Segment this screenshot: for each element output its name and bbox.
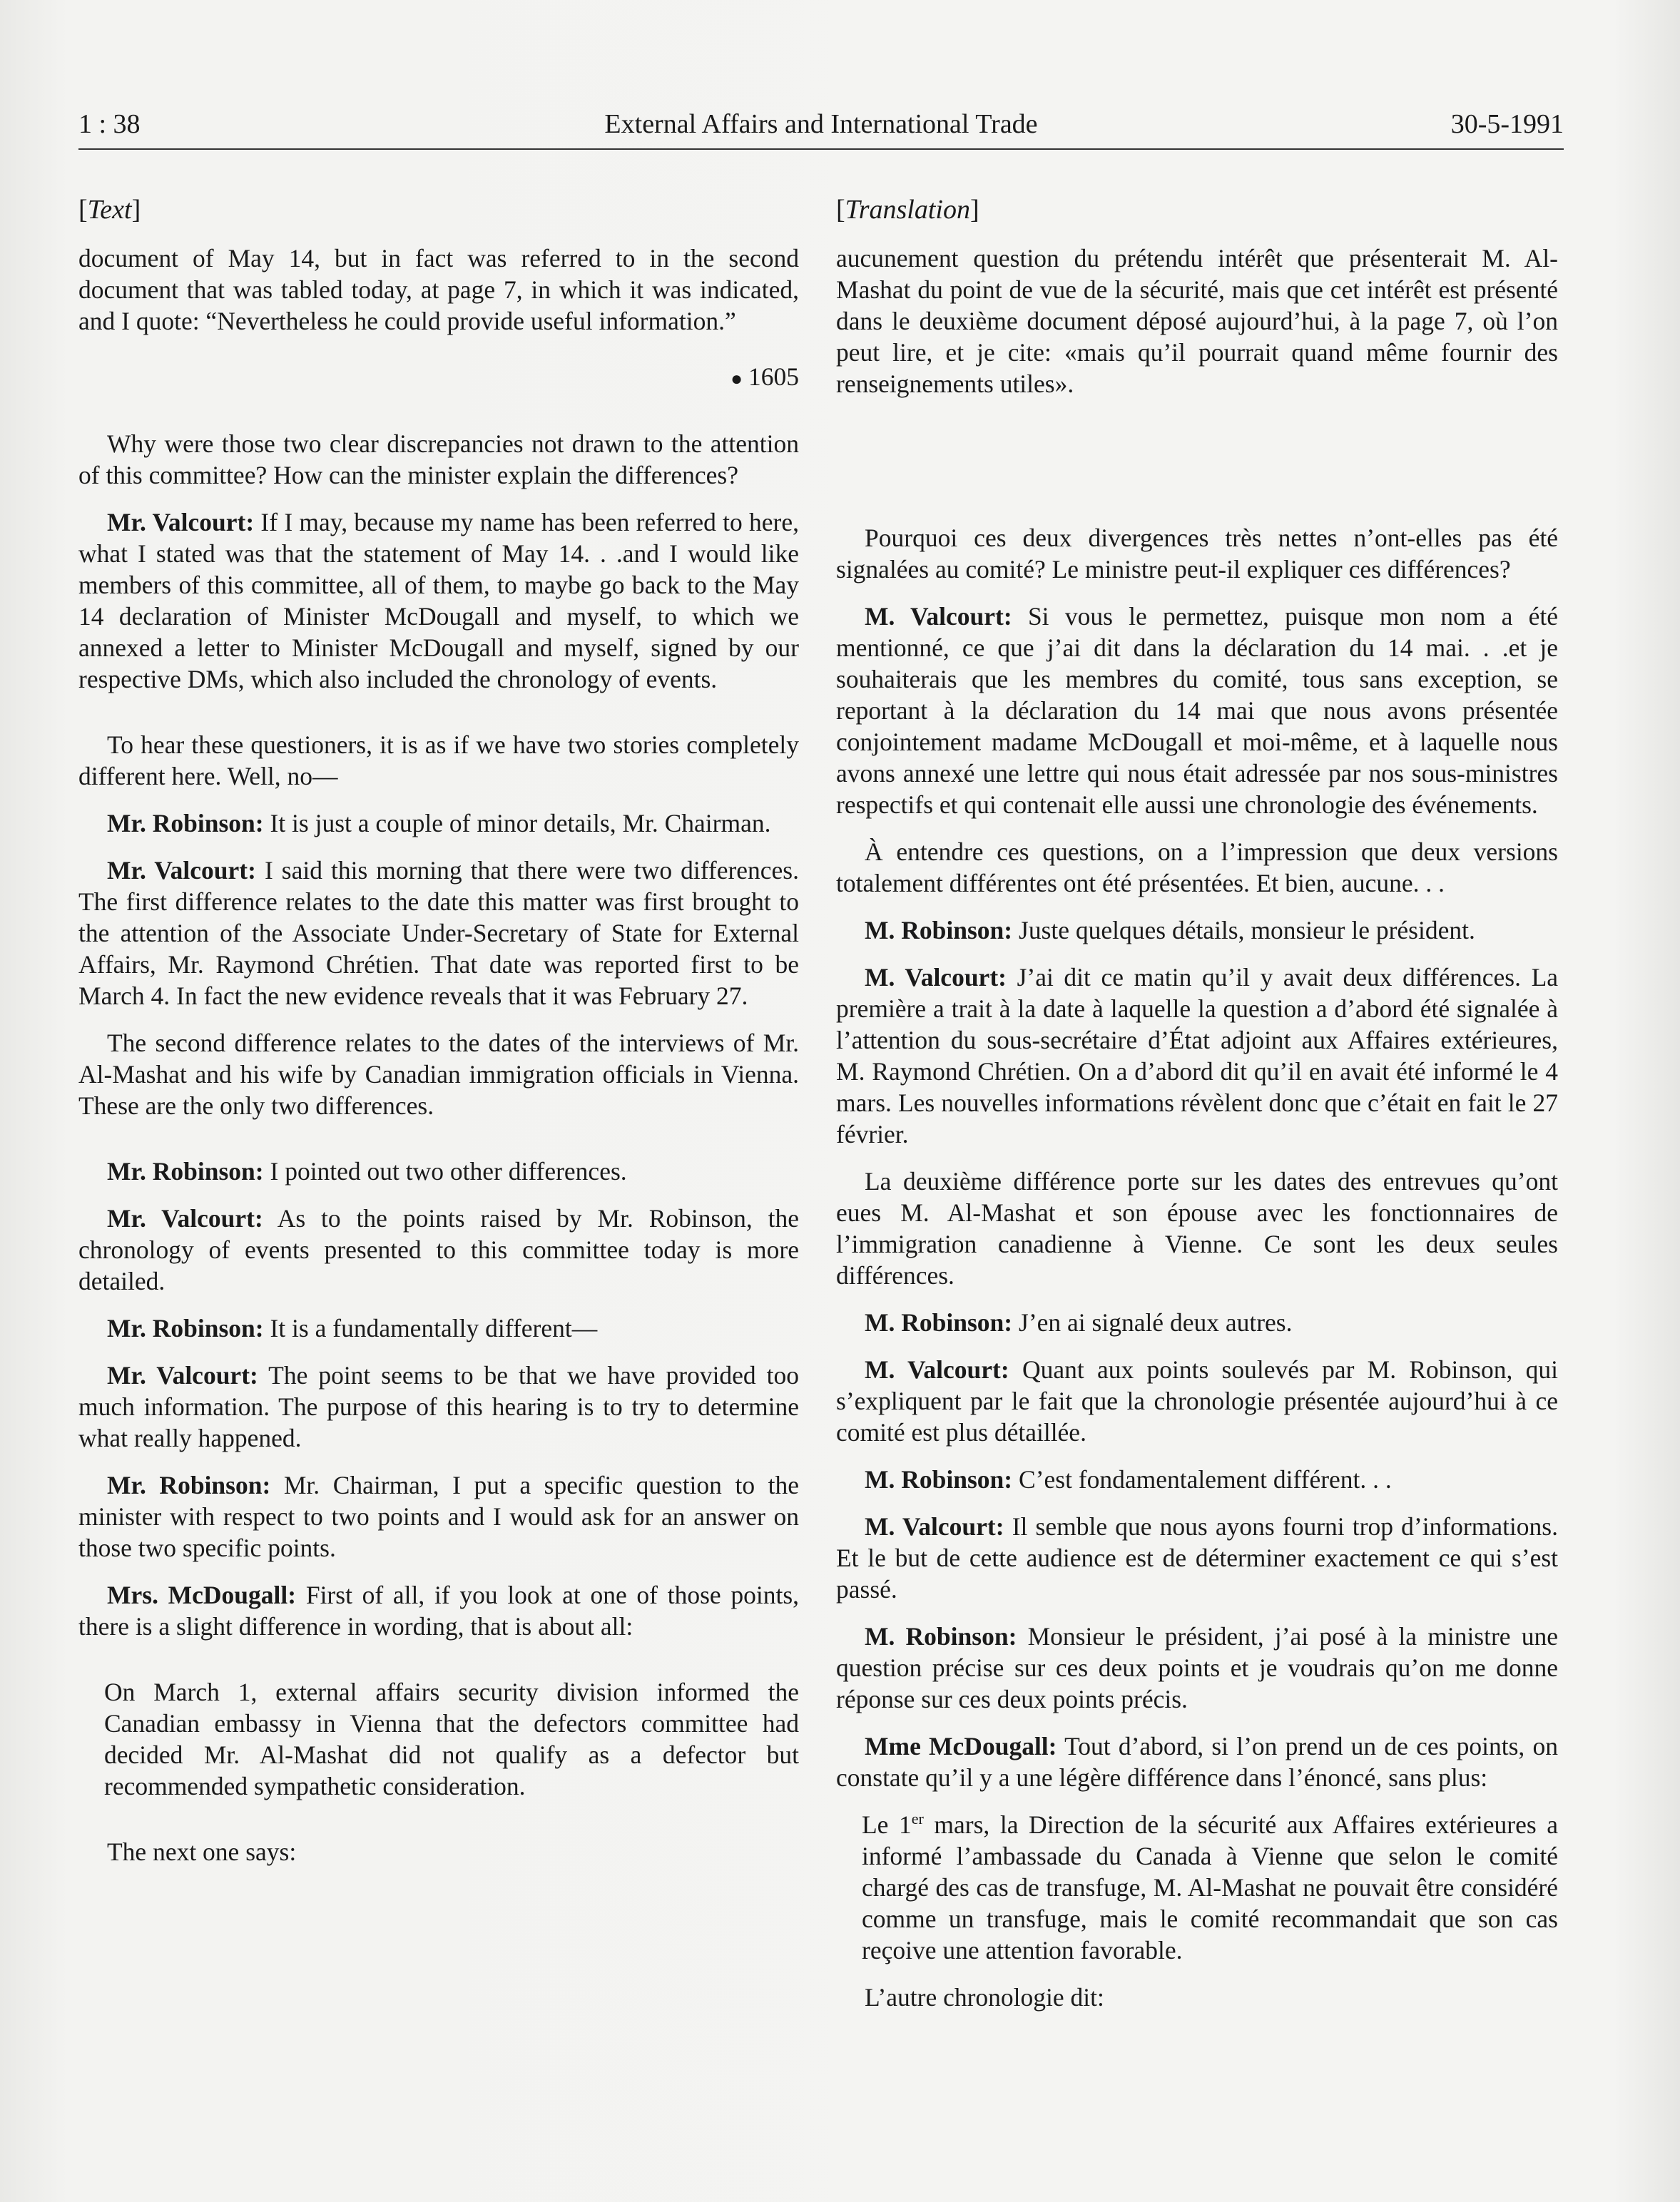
speaker-paragraph: Mrs. McDougall: First of all, if you look at one of those points, there is a slight difference in wording, that is about all:: [78, 1580, 800, 1641]
speaker-name: M. Valcourt:: [865, 963, 1007, 992]
publication-title: External Affairs and International Trade: [604, 109, 1038, 139]
speaker-name: M. Robinson:: [865, 1308, 1013, 1337]
speaker-paragraph: Mr. Robinson: It is a fundamentally different—: [107, 1313, 598, 1342]
speaker-name: Mr. Robinson:: [107, 1470, 271, 1499]
speaker-name: Mr. Valcourt:: [107, 1360, 258, 1390]
issue-date: 30-5-1991: [1450, 109, 1564, 139]
paragraph: Pourquoi ces deux divergences très nettes n’ont-elles pas été signalées au comité? Le ministre peut-il expliquer ces différences?: [836, 524, 1558, 583]
speaker-paragraph: Mr. Valcourt: The point seems to be that we have provided too much information. The purpose of this hearing is to try to determine what really happened.: [78, 1360, 800, 1452]
speaker-name: M. Robinson:: [865, 916, 1013, 944]
paragraph: The next one says:: [107, 1837, 297, 1866]
speaker-paragraph: Mr. Robinson: Mr. Chairman, I put a specific question to the minister with respect to two points and I would ask for an answer on those two specific points.: [78, 1470, 799, 1562]
speaker-name: Mr. Robinson:: [107, 808, 264, 837]
paragraph: The second difference relates to the dates of the interviews of Mr. Al-Mashat and his wife by Canadian immigration officials in Vienna. These are the only two differences.: [78, 1028, 799, 1120]
block-quote: Le 1er mars, la Direction de la sécurité aux Affaires extérieures a informé l’ambassade du Canada à Vienne que selon le comité chargé des cas de transfuge, M. Al-Mashat ne pouvait être considéré comme un transfuge, mais le comité recommandait que son cas reçoive une attention favorable.: [862, 1810, 1558, 1964]
paragraph: L’autre chronologie dit:: [865, 1983, 1104, 2012]
paragraph: To hear these questioners, it is as if we have two stories completely different here. Well, no—: [78, 730, 799, 790]
speaker-name: Mr. Robinson:: [107, 1313, 264, 1342]
speaker-paragraph: M. Valcourt: Quant aux points soulevés par M. Robinson, qui s’expliquent par le fait que la chronologie présentée aujourd’hui à ce comité est plus détaillée.: [836, 1355, 1558, 1447]
column-label-text: [Text]: [78, 195, 141, 225]
paragraph: document of May 14, but in fact was referred to in the second document that was tabled today, at page 7, in which it was indicated, and I quote: “Nevertheless he could provide useful information.”: [78, 244, 799, 335]
speaker-paragraph: M. Robinson: Juste quelques détails, monsieur le président.: [865, 916, 1475, 944]
running-header: [78, 108, 1564, 150]
speaker-name: Mr. Valcourt:: [107, 1203, 263, 1233]
speaker-paragraph: Mr. Robinson: I pointed out two other differences.: [107, 1156, 627, 1186]
page-number: 1 : 38: [78, 109, 141, 139]
speaker-name: M. Valcourt:: [865, 602, 1012, 631]
speaker-paragraph: Mme McDougall: Tout d’abord, si l’on prend un de ces points, on constate qu’il y a une légère différence dans l’énoncé, sans plus:: [836, 1732, 1559, 1792]
left-column: [78, 191, 799, 1883]
column-label-translation: [Translation]: [836, 195, 979, 225]
speaker-paragraph: M. Robinson: Monsieur le président, j’ai posé à la ministre une question précise sur ces deux points et je voudrais qu’on me donne réponse sur ces deux points précis.: [836, 1622, 1558, 1713]
speaker-paragraph: Mr. Valcourt: If I may, because my name has been referred to here, what I stated was that the statement of May 14. . .and I would like members of this committee, all of them, to maybe go back to the May 14 declaration of Minister McDougall and myself, to which we annexed a letter to Minister McDougall and myself, signed by our respective DMs, which also included the chronology of events.: [78, 507, 800, 693]
speaker-name: Mme McDougall:: [865, 1732, 1057, 1760]
speaker-name: Mr. Valcourt:: [107, 855, 256, 885]
speaker-paragraph: Mr. Robinson: It is just a couple of minor details, Mr. Chairman.: [107, 808, 771, 837]
speaker-name: M. Robinson:: [865, 1622, 1017, 1651]
speaker-paragraph: M. Valcourt: Il semble que nous ayons fourni trop d’informations. Et le but de cette audience est de déterminer exactement ce qui s’est passé.: [836, 1512, 1558, 1604]
speaker-paragraph: M. Robinson: C’est fondamentalement différent. . .: [865, 1465, 1392, 1494]
speaker-paragraph: M. Robinson: J’en ai signalé deux autres.: [865, 1308, 1293, 1337]
paragraph: À entendre ces questions, on a l’impression que deux versions totalement différentes ont été présentées. Et bien, aucune. . .: [836, 837, 1558, 897]
speaker-name: M. Valcourt:: [865, 1355, 1009, 1384]
paragraph: aucunement question du prétendu intérêt que présenterait M. Al-Mashat du point de vue de la sécurité, mais que cet intérêt est présenté dans le deuxième document déposé aujourd’hui, à la page 7, où l’on peut lire, et je cite: «mais qu’il pourrait quand même fournir des renseignements utiles».: [836, 244, 1558, 398]
time-marker: ● 1605: [730, 362, 799, 391]
speaker-name: Mr. Valcourt:: [107, 507, 255, 536]
right-column: [836, 191, 1558, 2029]
speaker-name: M. Valcourt:: [865, 1512, 1004, 1541]
paragraph: La deuxième différence porte sur les dates des entrevues qu’ont eues M. Al-Mashat et son épouse avec les fonctionnaires de l’immigration canadienne à Vienne. Ce sont les deux seules différences.: [836, 1167, 1558, 1290]
speaker-name: Mrs. McDougall:: [107, 1580, 297, 1609]
bullet-icon: ●: [730, 367, 743, 390]
speaker-paragraph: Mr. Valcourt: I said this morning that there were two differences. The first difference relates to the date this matter was first brought to the attention of the Associate Under-Secretary of State for External Affairs, Mr. Raymond Chrétien. That date was reported first to be March 4. In fact the new evidence reveals that it was February 27.: [78, 855, 800, 1010]
paragraph: Why were those two clear discrepancies not drawn to the attention of this committee? How can the minister explain the differences?: [78, 429, 799, 489]
speaker-name: Mr. Robinson:: [107, 1156, 264, 1186]
block-quote: On March 1, external affairs security division informed the Canadian embassy in Vienna that the defectors committee had decided Mr. Al-Mashat did not qualify as a defector but recommended sympathetic consideration.: [104, 1677, 799, 1800]
speaker-paragraph: Mr. Valcourt: As to the points raised by Mr. Robinson, the chronology of events presented to this committee today is more detailed.: [78, 1203, 799, 1295]
speaker-paragraph: M. Valcourt: Si vous le permettez, puisque mon nom a été mentionné, ce que j’ai dit dans la déclaration du 14 mai. . .et je souhaiterais que les membres du comité, tous sans exception, se reportant à la déclaration du 14 mai que nous avons présentée conjointement madame McDougall et moi-même, et à laquelle nous avons annexé une lettre qui nous était adressée par nos sous-ministres respectifs et qui contenait elle aussi une chronologie des événements.: [836, 602, 1558, 819]
speaker-paragraph: M. Valcourt: J’ai dit ce matin qu’il y avait deux différences. La première a trait à la date à laquelle la question a d’abord été signalée à l’attention du sous-secrétaire d’État adjoint aux Affaires extérieures, M. Raymond Chrétien. On a d’abord dit qu’il en avait été informé le 4 mars. Les nouvelles informations révèlent donc que c’était en fait le 27 février.: [836, 963, 1559, 1148]
speaker-name: M. Robinson:: [865, 1465, 1013, 1494]
